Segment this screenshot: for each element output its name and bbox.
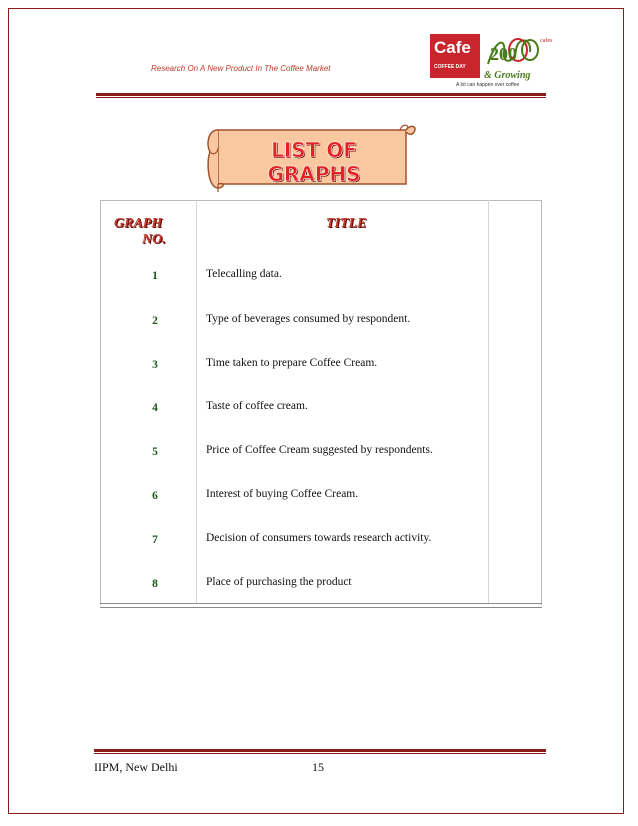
logo-sub: COFFEE DAY [434,64,466,70]
logo-growing: & Growing [484,70,531,81]
cafe-coffee-day-logo [430,34,553,92]
header-no: NO. [142,232,166,247]
table-bottom-rule [100,603,542,608]
row-title: Decision of consumers towards research activity. [206,532,432,544]
logo-years: 200 [490,44,517,64]
row-number: 3 [152,359,158,371]
row-number: 7 [152,534,158,546]
header-title: TITLE [326,216,367,231]
logo-box [430,34,480,78]
row-number: 8 [152,578,158,590]
row-title: Time taken to prepare Coffee Cream. [206,357,378,369]
header-graph: GRAPH [114,216,163,231]
row-title: Price of Coffee Cream suggested by respondents. [206,444,433,456]
row-title: Taste of coffee cream. [206,400,308,412]
row-title: Place of purchasing the product [206,576,352,588]
logo-tagline: A lot can happen over coffee [456,82,520,88]
footer-rule [94,749,546,752]
row-number: 5 [152,446,158,458]
logo-cafes-label: cafes [540,38,553,44]
logo-swirl-icon [484,34,553,70]
footer-rule-thin [94,753,546,754]
title-banner [204,122,414,196]
row-title: Interest of buying Coffee Cream. [206,488,359,500]
header-tagline: Research On A New Product In The Coffee Market [151,64,331,73]
page-number: 15 [312,760,324,774]
logo-brand: Cafe [434,38,471,57]
row-number: 1 [152,270,158,282]
footer-institution: IIPM, New Delhi [94,760,178,774]
row-number: 4 [152,402,158,414]
row-number: 6 [152,490,158,502]
row-title: Telecalling data. [206,268,282,280]
column-divider [196,200,197,604]
banner-title: LIST OF GRAPHS [267,138,361,186]
header-rule [96,93,546,96]
row-number: 2 [152,315,158,327]
row-title: Type of beverages consumed by respondent. [206,313,411,325]
header-rule-thin [96,97,546,98]
column-divider [488,200,489,604]
